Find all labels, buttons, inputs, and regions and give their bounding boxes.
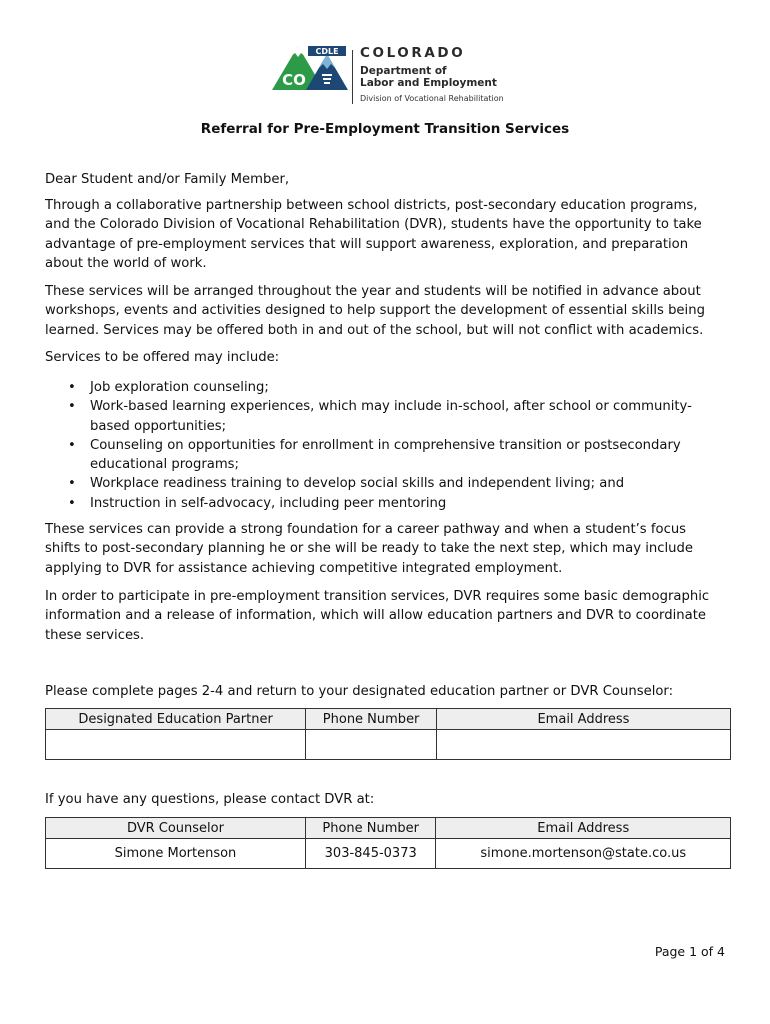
service-item-text: Counseling on opportunities for enrollment in comprehensive transition or postsecondary — [90, 437, 681, 453]
partner-name-cell[interactable] — [46, 730, 306, 760]
bullet-icon: • — [68, 399, 76, 415]
foundation-paragraph — [45, 520, 735, 578]
counselor-email: simone.mortenson@state.co.us — [436, 839, 731, 869]
education-partner-table — [45, 708, 731, 760]
participation-paragraph — [45, 587, 735, 645]
service-item — [45, 455, 735, 474]
counselor-name: Simone Mortenson — [46, 839, 306, 869]
service-item — [45, 378, 735, 397]
salutation: Dear Student and/or Family Member, — [45, 172, 290, 187]
intro-paragraph — [45, 196, 735, 273]
service-item-text: Workplace readiness training to develop social skills and independent living; and — [90, 476, 625, 492]
cdle-logo — [272, 44, 502, 106]
department-line-2: Labor and Employment — [360, 77, 497, 89]
service-item — [45, 474, 735, 493]
text-line: workshops, events and activities designed to help support the development of essential skills being — [45, 303, 705, 319]
division-name: Division of Vocational Rehabilitation — [360, 94, 504, 103]
counselor-email-header: Email Address — [436, 818, 731, 839]
counselor-phone-header: Phone Number — [305, 818, 436, 839]
logo-divider — [352, 50, 353, 104]
services-intro: Services to be offered may include: — [45, 350, 280, 365]
partner-phone-cell[interactable] — [306, 730, 437, 760]
bullet-icon: • — [68, 380, 76, 395]
seal-text: CDLE — [315, 47, 339, 56]
service-item — [45, 494, 735, 513]
text-line: advantage of pre-employment services that will support awareness, exploration, and preparation — [45, 236, 689, 252]
partner-header: Designated Education Partner — [46, 709, 306, 730]
counselor-header: DVR Counselor — [46, 818, 306, 839]
text-line: Through a collaborative partnership between school districts, post-secondary education programs, — [45, 198, 698, 213]
schedule-paragraph — [45, 282, 735, 340]
service-item — [45, 397, 735, 416]
page-number: Page 1 of 4 — [654, 944, 725, 959]
service-item — [45, 436, 735, 455]
dvr-contact-table — [45, 817, 731, 869]
questions-text: If you have any questions, please contact DVR at: — [45, 792, 375, 807]
text-line: and the Colorado Division of Vocational Rehabilitation (DVR), students have the opportunity to take — [45, 217, 702, 233]
service-item — [45, 417, 735, 436]
text-line: about the world of work. — [45, 255, 207, 271]
text-line: These services can provide a strong foundation for a career pathway and when a student’s focus — [45, 522, 687, 537]
text-line: These services will be arranged throughout the year and students will be notified in advance about — [45, 284, 701, 299]
document-title: Referral for Pre-Employment Transition Services — [200, 121, 570, 137]
colorado-mountain-logo-icon — [272, 44, 350, 90]
counselor-phone: 303-845-0373 — [305, 839, 436, 869]
partner-email-header: Email Address — [436, 709, 730, 730]
bullet-icon: • — [68, 476, 76, 492]
partner-phone-header: Phone Number — [306, 709, 437, 730]
service-item-text: Work-based learning experiences, which may include in-school, after school or community- — [90, 399, 692, 415]
service-item-text: educational programs; — [90, 457, 239, 473]
service-item-text: Job exploration counseling; — [90, 380, 269, 395]
department-line-1: Department of — [360, 65, 447, 77]
org-name: COLORADO — [360, 45, 466, 61]
text-line: learned. Services may be offered both in and out of the school, but will not conflict with academics. — [45, 322, 704, 338]
text-line: information and a release of information, which will allow education partners and DVR to coordinate — [45, 608, 706, 624]
instruction-text: Please complete pages 2-4 and return to your designated education partner or DVR Counselor: — [45, 684, 674, 699]
text-line: shifts to post-secondary planning he or she will be ready to take the next step, which may include — [45, 541, 693, 557]
service-item-text: Instruction in self-advocacy, including peer mentoring — [90, 495, 447, 511]
partner-email-cell[interactable] — [436, 730, 730, 760]
logo-letters: CO — [282, 71, 306, 89]
bullet-icon: • — [68, 437, 76, 453]
text-line: these services. — [45, 627, 145, 643]
text-line: applying to DVR for assistance achieving competitive integrated employment. — [45, 560, 563, 576]
services-list — [45, 378, 735, 513]
bullet-icon: • — [68, 495, 76, 511]
text-line: In order to participate in pre-employment transition services, DVR requires some basic demographic — [45, 589, 710, 604]
service-item-text: based opportunities; — [90, 418, 227, 434]
